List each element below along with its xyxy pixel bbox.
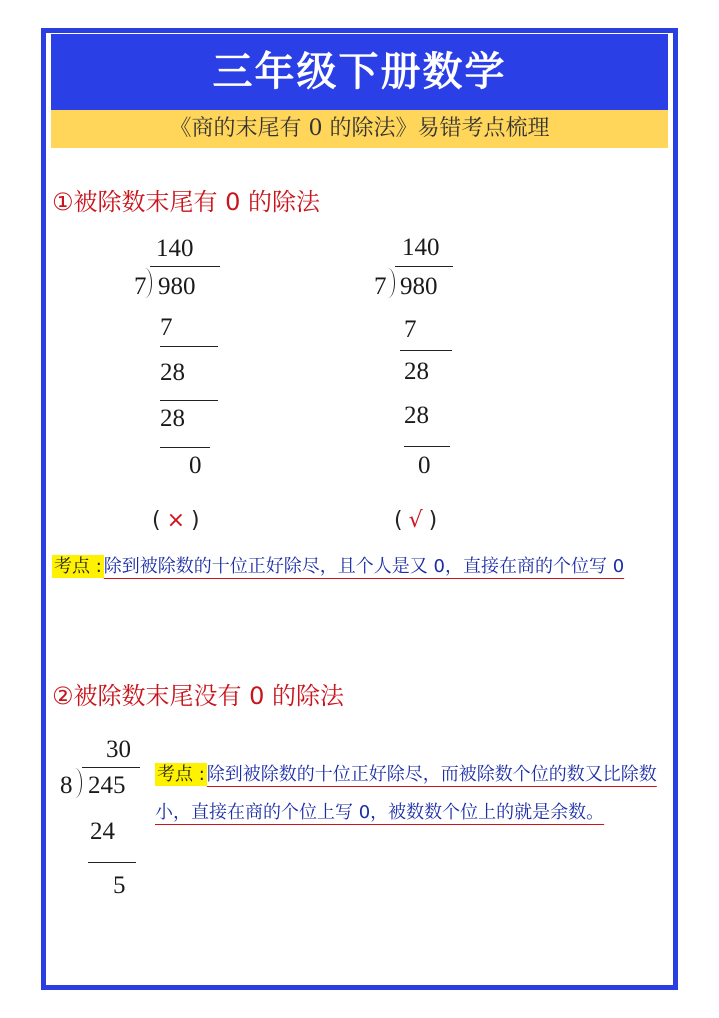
step-remainder: 28 bbox=[404, 358, 429, 385]
final-remainder: 0 bbox=[418, 452, 431, 479]
division-bar bbox=[395, 266, 453, 267]
step-product: 24 bbox=[90, 818, 115, 845]
dividend: 980 bbox=[400, 273, 438, 300]
section1-heading: ①被除数末尾有 0 的除法 bbox=[52, 188, 321, 216]
page-subtitle: 《商的末尾有 0 的除法》易错考点梳理 bbox=[51, 110, 668, 148]
divisor: 7 bbox=[374, 273, 387, 300]
section2-heading: ②被除数末尾没有 0 的除法 bbox=[52, 682, 345, 710]
section2-note bbox=[155, 756, 670, 832]
quotient: 30 bbox=[106, 736, 131, 763]
mark-open: ( bbox=[394, 508, 403, 533]
step-line bbox=[400, 350, 452, 351]
dividend: 245 bbox=[88, 772, 126, 799]
step-line bbox=[160, 346, 218, 347]
quotient: 140 bbox=[402, 234, 440, 261]
step-product: 7 bbox=[404, 316, 417, 343]
cross-icon: × bbox=[166, 508, 186, 533]
step-product: 28 bbox=[404, 402, 429, 429]
note-text: 除到被除数的十位正好除尽，且个人是又 0，直接在商的个位写 0 bbox=[103, 556, 625, 577]
step-remainder: 28 bbox=[160, 359, 185, 386]
section1-note bbox=[52, 548, 670, 586]
page-title: 三年级下册数学 bbox=[51, 34, 668, 110]
wrong-mark bbox=[152, 508, 200, 533]
quotient: 140 bbox=[156, 235, 194, 262]
step-product: 28 bbox=[160, 405, 185, 432]
divisor: 8 bbox=[60, 772, 73, 799]
final-remainder: 5 bbox=[113, 872, 126, 899]
division-bar bbox=[82, 767, 140, 768]
step-product: 7 bbox=[160, 314, 173, 341]
note-label: 考点 : bbox=[54, 556, 102, 577]
final-remainder: 0 bbox=[189, 452, 202, 479]
step-line bbox=[404, 446, 450, 447]
mark-open: ( bbox=[152, 508, 161, 533]
step-line bbox=[160, 447, 210, 448]
step-line bbox=[88, 862, 136, 863]
page-frame bbox=[41, 28, 678, 990]
right-mark bbox=[394, 508, 437, 533]
note-label: 考点 : bbox=[157, 764, 205, 785]
note-text: 除到被除数的十位正好除尽，而被除数个位的数又比除数小，直接在商的个位上写 0，被数数个位上的就是余数。 bbox=[155, 764, 657, 823]
mark-close: ) bbox=[428, 508, 438, 533]
dividend: 980 bbox=[158, 273, 196, 300]
step-line bbox=[160, 400, 218, 401]
divisor: 7 bbox=[134, 273, 147, 300]
check-icon: √ bbox=[408, 508, 423, 533]
division-bar bbox=[150, 266, 220, 267]
mark-close: ) bbox=[191, 508, 200, 533]
